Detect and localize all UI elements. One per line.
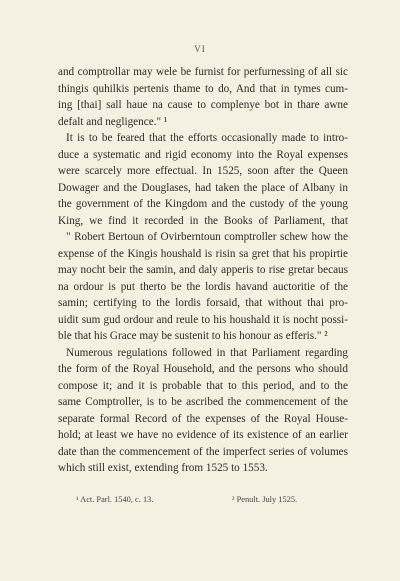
text-line: compose it; and it is probable that to this period, and to the [58,379,348,392]
text-line: King, we find it recorded in the Books of Parliament, that [58,214,348,227]
body-text [58,64,348,477]
text-line: duce a systematic and rigid economy into the Royal expenses [58,148,348,161]
text-line: were scarcely more effectual. In 1525, soon after the Queen [58,165,348,177]
quote-line: " Robert Bertoun of Ovirberntoun comptroller schew how the [66,231,348,243]
text-line: ing [thai] sall haue na cause to complenye bot in thare awne [58,99,348,111]
text-line: and comptrollar may wele be furnist for perfurnessing of all sic [58,66,348,78]
text-line: expense of the Kingis houshald is risin sa gret that his propirtie [58,247,348,260]
text-line: ble that his Grace may be sustenit to his honour as efferis." ² [58,330,328,342]
text-line: thingis quhilkis pertenis thame to do, And that in tymes cum- [58,82,348,95]
text-line: defalt and negligence." ¹ [58,115,168,128]
text-line: date than the commencement of the imperfect series of volumes [58,445,348,458]
text-line: Dowager and the Douglases, had taken the place of Albany in [58,181,348,194]
text-line: may nocht beir the samin, and daly apperis to rise gretar becaus [58,264,348,276]
text-line: na ordour is put therto be the lordis havand auctoritie of the [58,280,348,293]
paragraph-start-line: It is to be feared that the efforts occasionally made to intro- [66,132,348,144]
footnote-1: ¹ Act. Parl. 1540, c. 13. [76,495,154,504]
text-line: samin; certifying to the lordis forsaid, that without thai pro- [58,297,348,309]
text-line: hold; at least we have no evidence of its existence of an earlier [58,429,348,441]
footnote-2: ² Penult. July 1525. [232,495,298,504]
page-number: VI [194,44,206,54]
text-line: the government of the Kingdom and the custody of the young [58,198,348,210]
text-line: uidit sum gud ordour and reule to his houshald it is nocht possi- [58,313,348,326]
text-line: the form of the Royal Household, and the persons who should [58,363,348,375]
paragraph-start-line: Numerous regulations followed in that Parliament regarding [66,346,348,359]
text-line: which still exist, extending from 1525 to 1553. [58,462,268,474]
text-line: same Comptroller, is to be ascribed the commencement of the [58,396,348,408]
text-line: separate formal Record of the expenses of the Royal House- [58,412,348,425]
